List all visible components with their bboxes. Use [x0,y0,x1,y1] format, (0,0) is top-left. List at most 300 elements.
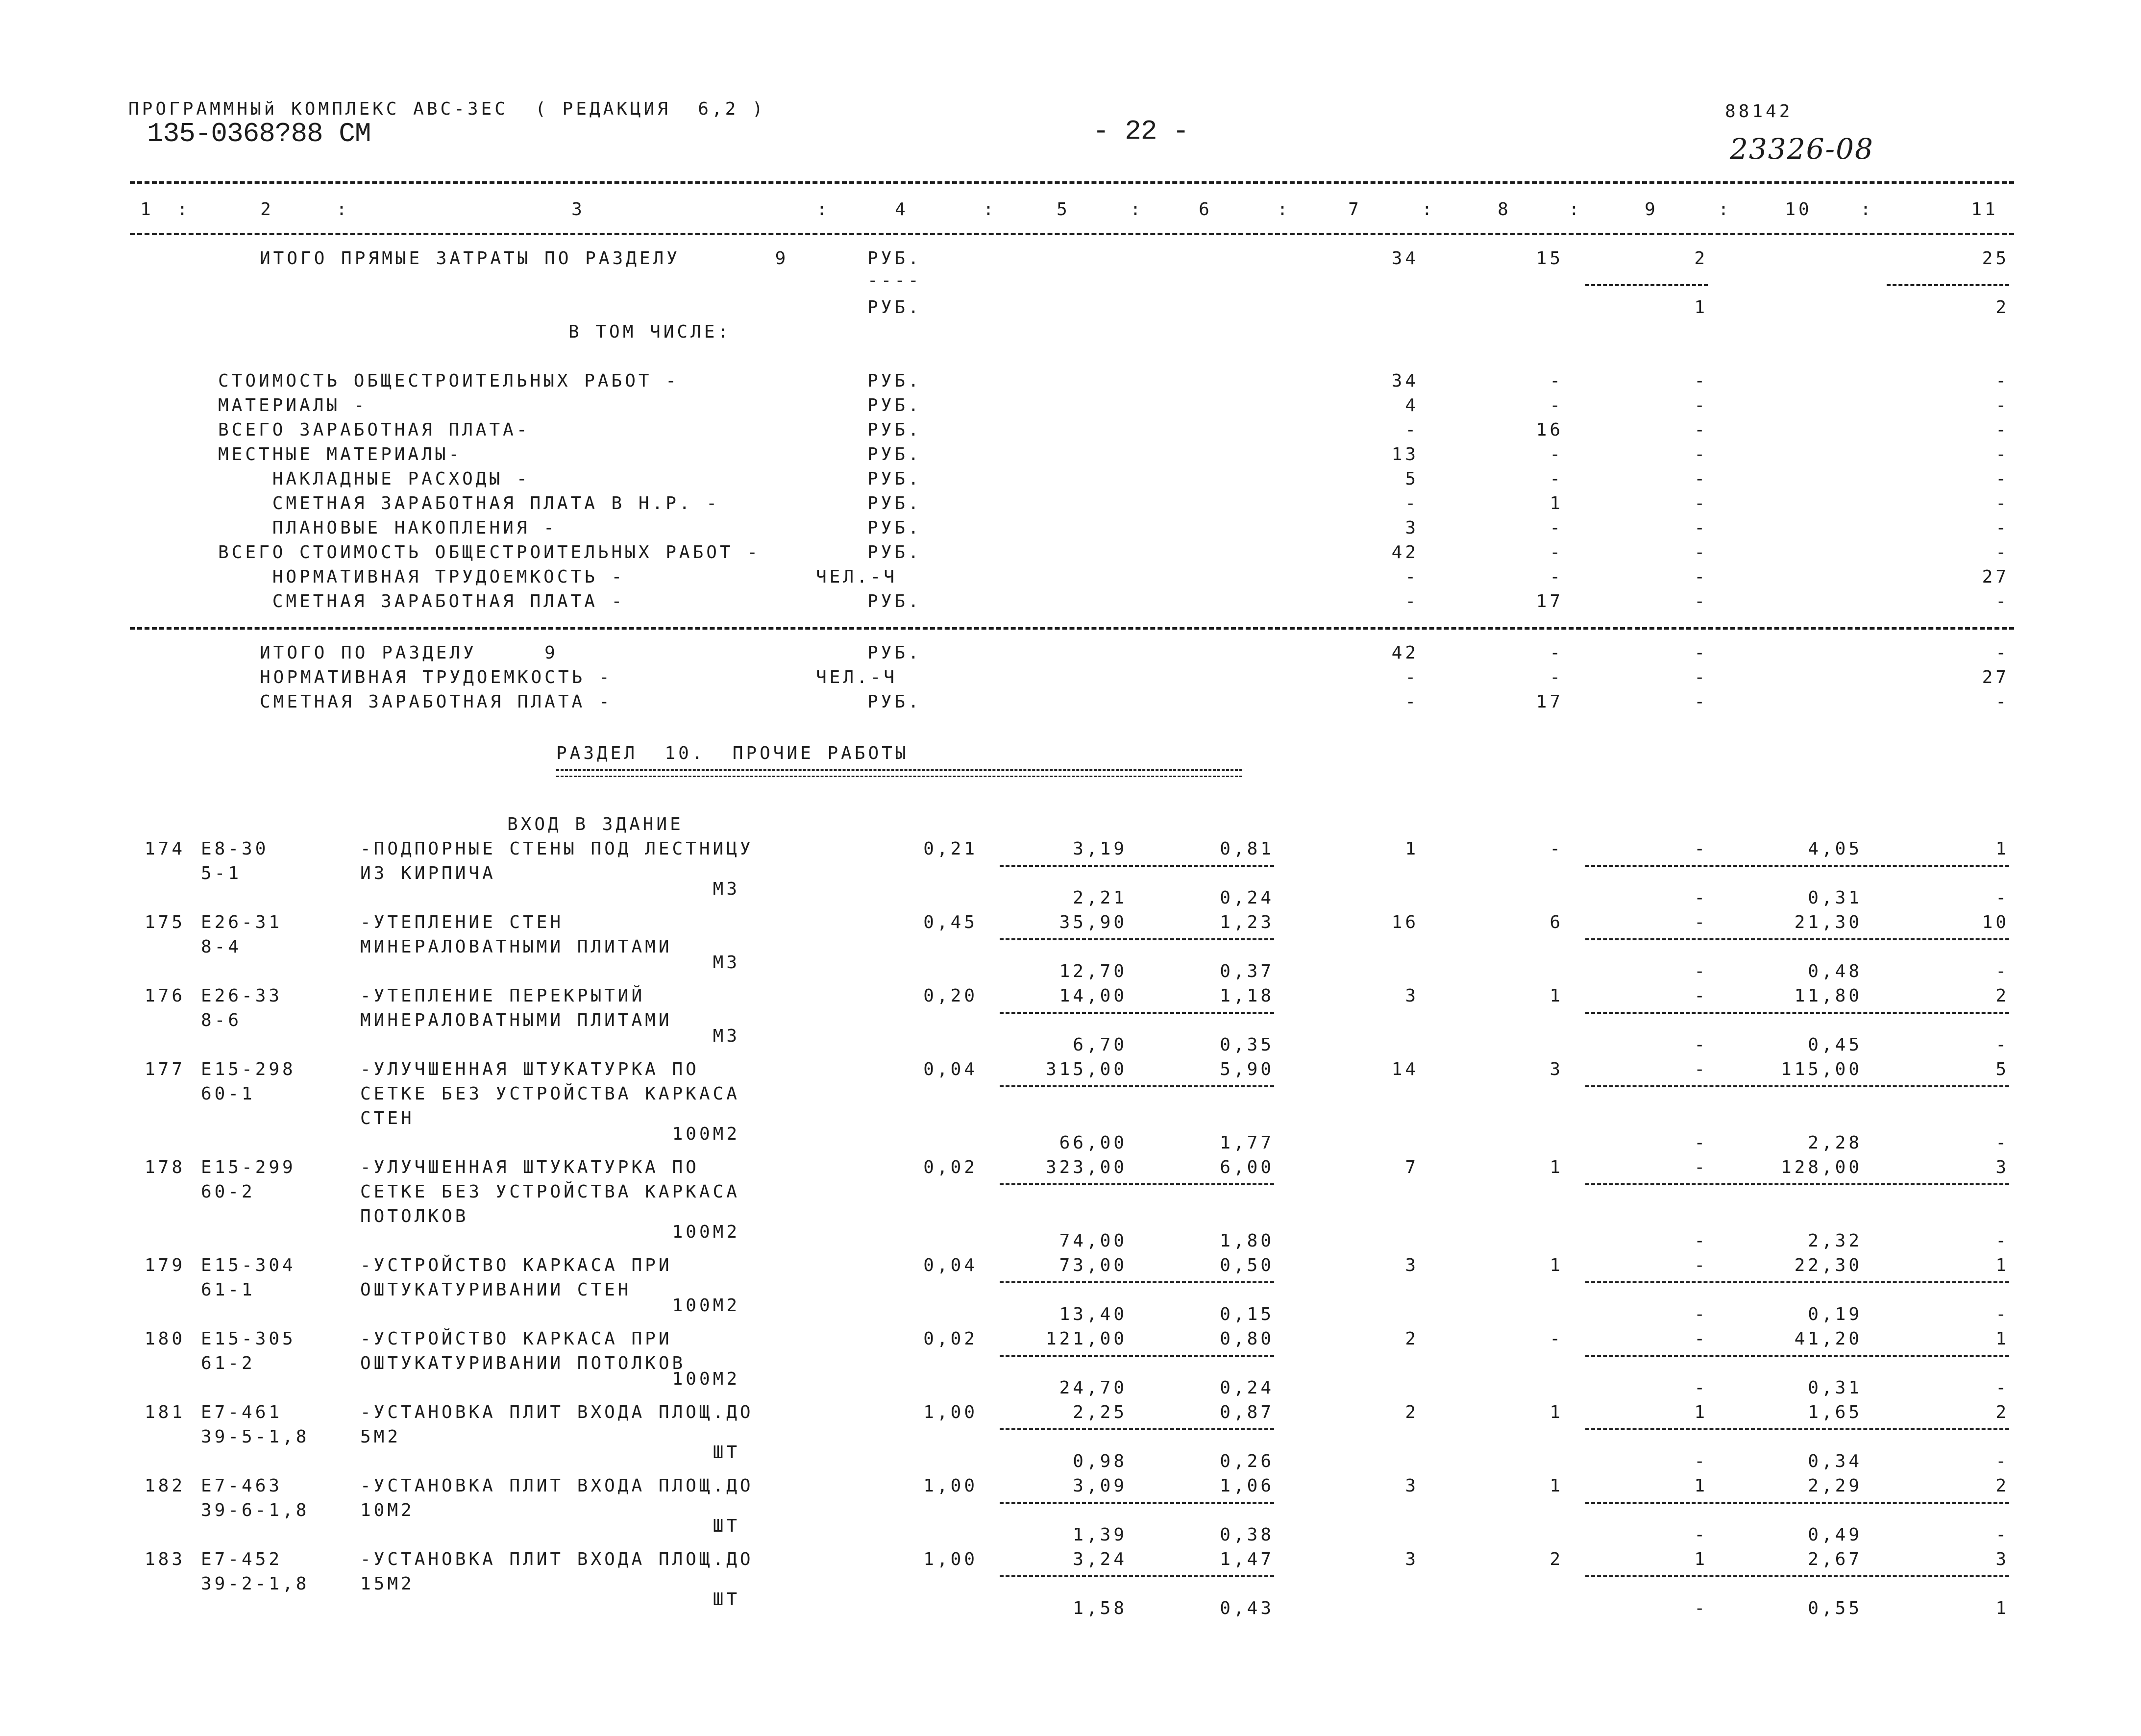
item-labor-unit: 41,20 [1794,1329,1862,1349]
item-value: - [1694,1255,1708,1275]
item-subrule [1585,1575,2009,1577]
item-subrule [1585,938,2009,940]
item-code: Е15-299 [201,1157,296,1177]
summary-item-label: ПЛАНОВЫЕ НАКОПЛЕНИЯ - [218,518,557,538]
item-labor-total: 1 [1995,839,2009,859]
item-unit-cost: 35,90 [1059,912,1127,932]
summary-item-value: - [1405,493,1419,513]
column-header-6: 6 [1199,199,1212,220]
item-total-cost: 7 [1405,1157,1419,1177]
item-value: 1 [1694,1402,1708,1422]
column-separator: : [177,199,191,220]
item-labor-total-sub: - [1995,961,2009,981]
item-labor-unit: 22,30 [1794,1255,1862,1275]
item-unit: 100М2 [672,1222,740,1242]
summary-value: 25 [1982,248,2009,269]
item-labor-total: 5 [1995,1059,2009,1079]
item-labor-total: 2 [1995,1476,2009,1496]
item-unit-wage-sub: 0,38 [1220,1525,1274,1545]
item-unit-wage-sub: 1,77 [1220,1133,1274,1153]
item-quantity: 0,20 [923,986,978,1006]
item-subrule [1585,1428,2009,1430]
item-total-cost: 3 [1405,986,1419,1006]
section-title: РАЗДЕЛ 10. ПРОЧИЕ РАБОТЫ [556,743,909,763]
item-value-sub: - [1694,961,1708,981]
summary-item-value: - [1550,567,1563,587]
item-description: -УСТАНОВКА ПЛИТ ВХОДА ПЛОЩ.ДО [360,1476,754,1496]
item-description: 15М2 [360,1574,415,1594]
item-labor-total-sub: - [1995,1231,2009,1251]
item-code: Е7-461 [201,1402,283,1422]
item-code: Е26-33 [201,986,283,1006]
summary-item-unit: ЧЕЛ.-Ч [816,567,898,587]
section-total-value: 27 [1982,667,2009,687]
summary-item-value: 16 [1536,420,1563,440]
item-quantity: 1,00 [923,1549,978,1569]
summary-item-label: ВСЕГО ЗАРАБОТНАЯ ПЛАТА- [218,420,530,440]
item-labor-unit-sub: 0,31 [1808,1378,1862,1398]
item-total-wage: 3 [1550,1059,1563,1079]
item-labor-unit: 2,67 [1808,1549,1862,1569]
item-code-sub: 5-1 [201,863,242,883]
item-labor-unit-sub: 0,48 [1808,961,1862,981]
item-unit-wage-sub: 0,35 [1220,1035,1274,1055]
item-labor-total-sub: - [1995,1378,2009,1398]
summary-item-value: 34 [1391,371,1419,391]
column-header-8: 8 [1498,199,1511,220]
column-separator: : [816,199,830,220]
section-total-value: - [1550,667,1563,687]
item-total-cost: 2 [1405,1402,1419,1422]
column-separator: : [1718,199,1732,220]
item-unit: М3 [713,1026,740,1046]
item-description: МИНЕРАЛОВАТНЫМИ ПЛИТАМИ [360,937,672,957]
item-unit-cost: 3,24 [1073,1549,1127,1569]
summary-item-label: НАКЛАДНЫЕ РАСХОДЫ - [218,469,530,489]
item-labor-unit-sub: 2,32 [1808,1231,1862,1251]
item-unit-cost-sub: 0,98 [1073,1451,1127,1471]
item-unit-wage: 1,47 [1220,1549,1274,1569]
summary-item-value: - [1694,444,1708,465]
section-total-value: - [1694,692,1708,712]
item-value: - [1694,1059,1708,1079]
item-subrule [1000,938,1274,940]
item-code-sub: 39-2-1,8 [201,1574,310,1594]
summary-item-unit: РУБ. [867,542,922,562]
section-total-value: 17 [1536,692,1563,712]
summary-item-value: 5 [1405,469,1419,489]
summary-item-value: - [1995,469,2009,489]
item-code-sub: 39-5-1,8 [201,1427,310,1447]
section-total-value: 42 [1391,643,1419,663]
summary-item-value: 17 [1536,591,1563,611]
item-value-sub: - [1694,1451,1708,1471]
item-labor-total-sub: - [1995,1451,2009,1471]
item-labor-unit-sub: 0,55 [1808,1598,1862,1618]
column-separator: : [1860,199,1874,220]
item-labor-unit: 11,80 [1794,986,1862,1006]
summary-item-unit: РУБ. [867,395,922,416]
item-labor-unit-sub: 0,49 [1808,1525,1862,1545]
item-total-wage: - [1550,1329,1563,1349]
item-total-wage: 1 [1550,986,1563,1006]
item-unit-wage: 0,87 [1220,1402,1274,1422]
item-value-sub: - [1694,1525,1708,1545]
item-description: ОШТУКАТУРИВАНИИ ПОТОЛКОВ [360,1353,686,1373]
summary-item-value: - [1694,591,1708,611]
item-total-cost: 3 [1405,1476,1419,1496]
item-subrule [1585,1012,2009,1014]
item-labor-total: 2 [1995,1402,2009,1422]
item-total-cost: 3 [1405,1255,1419,1275]
summary-item-unit: РУБ. [867,444,922,465]
item-subrule [1585,1183,2009,1185]
item-labor-unit: 128,00 [1780,1157,1862,1177]
summary-value: 2 [1995,297,2009,318]
item-number: 183 [145,1549,186,1569]
item-labor-total-sub: - [1995,1525,2009,1545]
item-total-wage: 2 [1550,1549,1563,1569]
section-total-unit: РУБ. [867,643,922,663]
item-labor-unit-sub: 0,34 [1808,1451,1862,1471]
summary-item-value: 42 [1391,542,1419,562]
item-code-sub: 61-1 [201,1280,255,1300]
item-description: -УЛУЧШЕННАЯ ШТУКАТУРКА ПО [360,1157,699,1177]
subtotal-rule [1887,284,2009,286]
item-code-sub: 8-4 [201,937,242,957]
item-description: СЕТКЕ БЕЗ УСТРОЙСТВА КАРКАСА [360,1182,740,1202]
summary-item-unit: РУБ. [867,493,922,513]
section-total-value: - [1405,667,1419,687]
item-unit-cost-sub: 1,58 [1073,1598,1127,1618]
item-value: 1 [1694,1476,1708,1496]
summary-unit-dash: ---- [867,270,922,291]
item-quantity: 0,04 [923,1059,978,1079]
item-unit-cost: 315,00 [1045,1059,1127,1079]
item-labor-unit: 2,29 [1808,1476,1862,1496]
summary-item-value: - [1550,542,1563,562]
summary-item-unit: РУБ. [867,420,922,440]
item-total-cost: 16 [1391,912,1419,932]
item-unit: ШТ [713,1516,740,1536]
item-code: Е26-31 [201,912,283,932]
item-unit: 100М2 [672,1124,740,1144]
item-unit-wage-sub: 0,15 [1220,1304,1274,1324]
item-value-sub: - [1694,1304,1708,1324]
item-unit-cost-sub: 12,70 [1059,961,1127,981]
item-total-cost: 14 [1391,1059,1419,1079]
item-code: Е15-304 [201,1255,296,1275]
item-labor-total-sub: - [1995,1035,2009,1055]
item-unit: М3 [713,953,740,973]
item-description: -УТЕПЛЕНИЕ СТЕН [360,912,564,932]
item-description: -УСТРОЙСТВО КАРКАСА ПРИ [360,1329,672,1349]
item-description: СТЕН [360,1108,415,1128]
item-unit: 100М2 [672,1369,740,1389]
item-value: - [1694,986,1708,1006]
item-unit: ШТ [713,1589,740,1610]
item-unit-cost: 14,00 [1059,986,1127,1006]
item-unit-cost: 121,00 [1045,1329,1127,1349]
item-code: Е15-305 [201,1329,296,1349]
item-description: 10М2 [360,1500,415,1520]
item-subrule [1000,1575,1274,1577]
item-labor-total-sub: - [1995,888,2009,908]
item-code: Е15-298 [201,1059,296,1079]
item-unit-cost-sub: 6,70 [1073,1035,1127,1055]
item-unit-wage: 0,50 [1220,1255,1274,1275]
item-labor-total-sub: - [1995,1133,2009,1153]
summary-item-label: МАТЕРИАЛЫ - [218,395,368,416]
section-total-unit: ЧЕЛ.-Ч [816,667,898,687]
item-number: 180 [145,1329,186,1349]
summary-item-value: 3 [1405,518,1419,538]
item-labor-unit-sub: 0,19 [1808,1304,1862,1324]
item-labor-total-sub: 1 [1995,1598,2009,1618]
summary-item-value: - [1694,420,1708,440]
item-code-sub: 60-2 [201,1182,255,1202]
item-labor-total: 10 [1982,912,2009,932]
item-labor-total: 1 [1995,1329,2009,1349]
section-total-value: - [1995,643,2009,663]
item-quantity: 1,00 [923,1476,978,1496]
item-description: ИЗ КИРПИЧА [360,863,496,883]
summary-item-value: - [1550,371,1563,391]
item-labor-unit-sub: 0,45 [1808,1035,1862,1055]
column-separator: : [1277,199,1291,220]
item-value: - [1694,912,1708,932]
item-code: Е7-452 [201,1549,283,1569]
item-quantity: 1,00 [923,1402,978,1422]
item-unit-cost: 3,09 [1073,1476,1127,1496]
item-unit-cost: 323,00 [1045,1157,1127,1177]
summary-item-value: - [1995,493,2009,513]
item-unit-wage-sub: 0,24 [1220,1378,1274,1398]
item-description: ПОТОЛКОВ [360,1206,469,1226]
item-subrule [1000,1085,1274,1087]
section-total-label: ИТОГО ПО РАЗДЕЛУ 9 [260,643,558,663]
item-labor-unit: 4,05 [1808,839,1862,859]
item-code-sub: 60-1 [201,1084,255,1104]
summary-item-value: - [1405,591,1419,611]
item-unit-wage: 1,18 [1220,986,1274,1006]
item-value-sub: - [1694,1378,1708,1398]
document-number: 88142 [1725,101,1793,122]
summary-item-label: МЕСТНЫЕ МАТЕРИАЛЫ- [218,444,463,465]
section-total-value: - [1550,643,1563,663]
item-description: СЕТКЕ БЕЗ УСТРОЙСТВА КАРКАСА [360,1084,740,1104]
item-subrule [1000,1355,1274,1357]
column-header-2: 2 [260,199,274,220]
item-unit: 100М2 [672,1296,740,1316]
section-total-value: - [1694,643,1708,663]
item-number: 175 [145,912,186,932]
item-subrule [1000,1428,1274,1430]
item-description: МИНЕРАЛОВАТНЫМИ ПЛИТАМИ [360,1010,672,1030]
item-value: - [1694,839,1708,859]
section-total-value: - [1405,692,1419,712]
summary-item-value: - [1995,444,2009,465]
page-number: - 22 - [1093,116,1189,147]
item-quantity: 0,02 [923,1329,978,1349]
item-total-cost: 1 [1405,839,1419,859]
item-description: ОШТУКАТУРИВАНИИ СТЕН [360,1280,632,1300]
summary-value: 15 [1536,248,1563,269]
item-value-sub: - [1694,1035,1708,1055]
item-description: -УЛУЧШЕННАЯ ШТУКАТУРКА ПО [360,1059,699,1079]
section-subtitle: ВХОД В ЗДАНИЕ [507,814,684,834]
section-total-label: СМЕТНАЯ ЗАРАБОТНАЯ ПЛАТА - [260,692,613,712]
summary-item-value: 13 [1391,444,1419,465]
item-labor-total: 2 [1995,986,2009,1006]
item-code: Е8-30 [201,839,269,859]
item-description: -ПОДПОРНЫЕ СТЕНЫ ПОД ЛЕСТНИЦУ [360,839,754,859]
column-separator: : [336,199,350,220]
summary-item-value: - [1995,518,2009,538]
item-unit-wage: 1,06 [1220,1476,1274,1496]
column-header-10: 10 [1785,199,1812,220]
item-subrule [1585,865,2009,867]
item-description: -УСТАНОВКА ПЛИТ ВХОДА ПЛОЩ.ДО [360,1402,754,1422]
item-unit-cost-sub: 74,00 [1059,1231,1127,1251]
item-value-sub: - [1694,888,1708,908]
column-header-1: 1 [140,199,154,220]
item-labor-unit: 21,30 [1794,912,1862,932]
item-total-wage: - [1550,839,1563,859]
summary-item-value: - [1694,567,1708,587]
item-labor-unit: 1,65 [1808,1402,1862,1422]
summary-value: 2 [1694,248,1708,269]
section-total-value: - [1995,692,2009,712]
section-title-underline [556,769,1242,777]
column-separator: : [983,199,997,220]
item-number: 182 [145,1476,186,1496]
summary-unit: РУБ. [867,248,922,269]
document-code: 135-0368?88 СМ [147,118,371,149]
column-separator: : [1130,199,1144,220]
item-unit-wage: 0,81 [1220,839,1274,859]
item-value: - [1694,1157,1708,1177]
summary-item-value: - [1694,395,1708,416]
item-unit-cost: 73,00 [1059,1255,1127,1275]
summary-item-value: - [1995,371,2009,391]
column-header-5: 5 [1057,199,1070,220]
item-unit-cost-sub: 2,21 [1073,888,1127,908]
item-total-wage: 1 [1550,1255,1563,1275]
summary-item-unit: РУБ. [867,469,922,489]
item-value-sub: - [1694,1231,1708,1251]
summary-item-value: 4 [1405,395,1419,416]
item-total-wage: 1 [1550,1402,1563,1422]
item-labor-total: 1 [1995,1255,2009,1275]
summary-separator-rule [130,627,2014,630]
item-labor-unit-sub: 0,31 [1808,888,1862,908]
item-subrule [1000,865,1274,867]
summary-item-value: 27 [1982,567,2009,587]
item-value: 1 [1694,1549,1708,1569]
summary-item-value: - [1694,469,1708,489]
item-quantity: 0,02 [923,1157,978,1177]
summary-total-direct-label: ИТОГО ПРЯМЫЕ ЗАТРАТЫ ПО РАЗДЕЛУ 9 [260,248,789,269]
item-description: 5М2 [360,1427,401,1447]
item-unit-cost-sub: 66,00 [1059,1133,1127,1153]
summary-item-value: - [1694,371,1708,391]
item-unit-wage-sub: 1,80 [1220,1231,1274,1251]
item-unit-wage-sub: 0,24 [1220,888,1274,908]
item-description: -УТЕПЛЕНИЕ ПЕРЕКРЫТИЙ [360,986,645,1006]
item-unit-wage: 1,23 [1220,912,1274,932]
item-unit-wage: 6,00 [1220,1157,1274,1177]
summary-item-value: - [1550,469,1563,489]
handwritten-number: 23326-08 [1730,132,1874,166]
column-header-4: 4 [895,199,909,220]
item-unit-wage-sub: 0,37 [1220,961,1274,981]
item-total-cost: 2 [1405,1329,1419,1349]
item-code-sub: 39-6-1,8 [201,1500,310,1520]
summary-item-value: - [1694,542,1708,562]
item-labor-total: 3 [1995,1157,2009,1177]
summary-item-label: СМЕТНАЯ ЗАРАБОТНАЯ ПЛАТА В Н.Р. - [218,493,720,513]
item-unit-wage: 0,80 [1220,1329,1274,1349]
item-total-wage: 6 [1550,912,1563,932]
item-labor-total: 3 [1995,1549,2009,1569]
item-subrule [1585,1355,2009,1357]
summary-item-unit: РУБ. [867,371,922,391]
summary-item-value: - [1550,518,1563,538]
item-subrule [1000,1183,1274,1185]
summary-item-label: НОРМАТИВНАЯ ТРУДОЕМКОСТЬ - [218,567,625,587]
summary-item-label: СМЕТНАЯ ЗАРАБОТНАЯ ПЛАТА - [218,591,625,611]
item-number: 176 [145,986,186,1006]
summary-item-unit: РУБ. [867,518,922,538]
summary-item-value: - [1405,420,1419,440]
summary-including-label: В ТОМ ЧИСЛЕ: [568,322,732,342]
summary-item-value: - [1550,444,1563,465]
item-number: 178 [145,1157,186,1177]
column-header-7: 7 [1348,199,1362,220]
column-separator: : [1422,199,1435,220]
section-total-value: - [1694,667,1708,687]
column-header-9: 9 [1645,199,1658,220]
item-quantity: 0,45 [923,912,978,932]
item-subrule [1585,1281,2009,1283]
item-subrule [1000,1502,1274,1504]
item-code-sub: 8-6 [201,1010,242,1030]
item-unit: М3 [713,879,740,899]
item-unit-cost: 2,25 [1073,1402,1127,1422]
summary-item-value: - [1550,395,1563,416]
item-unit-cost-sub: 13,40 [1059,1304,1127,1324]
item-unit-cost-sub: 24,70 [1059,1378,1127,1398]
item-number: 177 [145,1059,186,1079]
item-labor-unit-sub: 2,28 [1808,1133,1862,1153]
program-header: ПРОГРАММНЫй КОМПЛЕКС АВС-3ЕС ( РЕДАКЦИЯ 6,2 ) [128,99,766,119]
item-total-cost: 3 [1405,1549,1419,1569]
item-unit: ШТ [713,1443,740,1463]
item-subrule [1000,1012,1274,1014]
summary-value: 1 [1694,297,1708,318]
item-quantity: 0,21 [923,839,978,859]
item-subrule [1585,1085,2009,1087]
item-number: 179 [145,1255,186,1275]
column-header-3: 3 [571,199,585,220]
summary-item-value: 1 [1550,493,1563,513]
subtotal-rule [1585,284,1708,286]
item-number: 181 [145,1402,186,1422]
item-subrule [1585,1502,2009,1504]
item-description: -УСТРОЙСТВО КАРКАСА ПРИ [360,1255,672,1275]
item-labor-unit: 115,00 [1780,1059,1862,1079]
